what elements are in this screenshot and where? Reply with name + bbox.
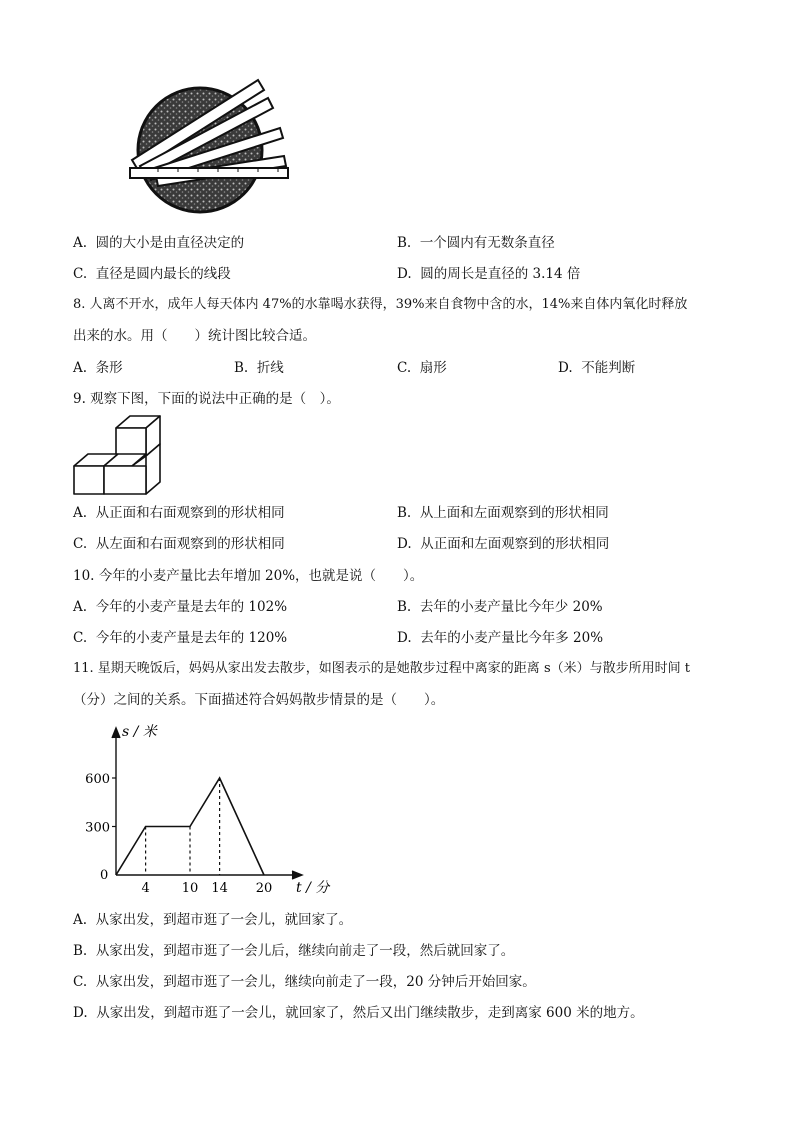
origin-label: 0: [100, 868, 109, 883]
q7-option-d[interactable]: D. 圆的周长是直径的 3.14 倍: [397, 266, 581, 282]
q11-stem-line1: 11. 星期天晚饭后，妈妈从家出发去散步，如图表示的是她散步过程中离家的距离 s（米）与散步所用时间 t: [73, 661, 690, 676]
q9-stem: 9. 观察下图，下面的说法中正确的是（ ）。: [73, 391, 340, 407]
y-axis-label: s / 米: [122, 724, 157, 740]
q9-option-d[interactable]: D. 从正面和左面观察到的形状相同: [397, 536, 610, 552]
q7-option-a[interactable]: A. 圆的大小是由直径决定的: [73, 235, 245, 251]
q11-stem-line2: （分）之间的关系。下面描述符合妈妈散步情景的是（ ）。: [73, 692, 445, 708]
y-axis-arrow: [112, 728, 120, 738]
q11-option-d[interactable]: D. 从家出发，到超市逛了一会儿，就回家了，然后又出门继续散步，走到离家 600 米的地方。: [73, 1005, 644, 1021]
x-tick-4: 4: [141, 881, 150, 896]
q7-option-b[interactable]: B. 一个圆内有无数条直径: [397, 235, 555, 251]
y-tick-300: 300: [85, 820, 110, 836]
x-tick-14: 14: [211, 881, 228, 896]
q10-stem: 10. 今年的小麦产量比去年增加 20%，也就是说（ ）。: [73, 568, 424, 584]
q10-option-b[interactable]: B. 去年的小麦产量比今年少 20%: [397, 599, 603, 615]
q8-stem-line2: 出来的水。用（ ）统计图比较合适。: [73, 328, 316, 344]
q8-option-d[interactable]: D. 不能判断: [558, 360, 636, 376]
q10-option-c[interactable]: C. 今年的小麦产量是去年的 120%: [73, 630, 288, 646]
q11-option-b[interactable]: B. 从家出发，到超市逛了一会儿后，继续向前走了一段，然后就回家了。: [73, 943, 515, 959]
q9-option-c[interactable]: C. 从左面和右面观察到的形状相同: [73, 536, 285, 552]
chart-axes: [112, 728, 302, 879]
q11-option-a[interactable]: A. 从家出发，到超市逛了一会儿，就回家了。: [73, 912, 353, 928]
q9-option-b[interactable]: B. 从上面和左面观察到的形状相同: [397, 505, 609, 521]
x-tick-20: 20: [255, 881, 273, 896]
q10-option-a[interactable]: A. 今年的小麦产量是去年的 102%: [73, 599, 288, 615]
y-tick-600: 600: [85, 772, 110, 787]
cube-stack-figure: [70, 414, 166, 498]
q10-option-d[interactable]: D. 去年的小麦产量比今年多 20%: [397, 630, 604, 646]
q9-option-a[interactable]: A. 从正面和右面观察到的形状相同: [73, 505, 285, 521]
q8-option-a[interactable]: A. 条形: [73, 360, 123, 376]
x-tick-10: 10: [181, 881, 199, 896]
q8-option-c[interactable]: C. 扇形: [397, 360, 447, 376]
q7-option-c[interactable]: C. 直径是圆内最长的线段: [73, 266, 231, 282]
circle-with-rulers-figure: [118, 68, 290, 218]
q11-option-c[interactable]: C. 从家出发，到超市逛了一会儿，继续向前走了一段，20 分钟后开始回家。: [73, 974, 536, 990]
x-axis-label: t / 分: [296, 880, 330, 896]
distance-time-chart: [76, 720, 346, 898]
q8-stem-line1: 8. 人离不开水，成年人每天体内 47%的水靠喝水获得，39%来自食物中含的水，14%来自体内氧化时释放: [73, 297, 688, 312]
x-axis-arrow: [292, 871, 302, 879]
q8-option-b[interactable]: B. 折线: [234, 360, 284, 376]
